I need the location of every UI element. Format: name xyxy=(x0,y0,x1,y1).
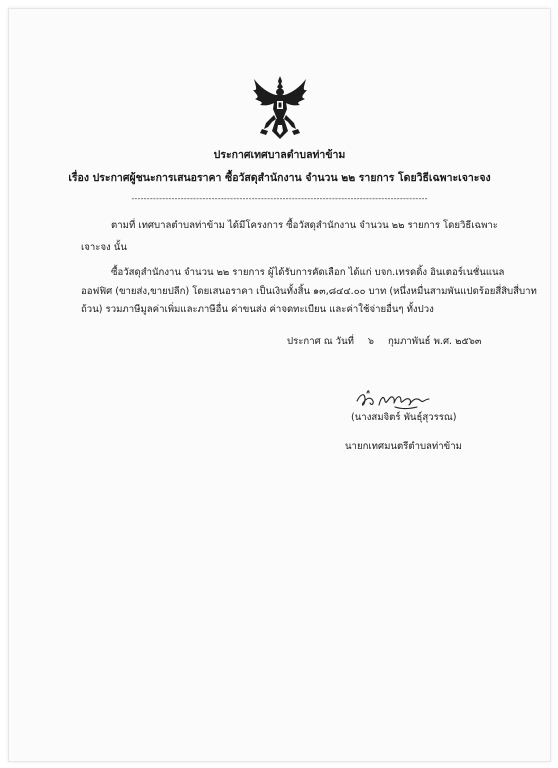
garuda-emblem-icon xyxy=(250,75,310,141)
announce-date xyxy=(287,335,481,348)
announce-month-year: กุมภาพันธ์ พ.ศ. ๒๕๖๓ xyxy=(387,336,482,347)
announce-prefix: ประกาศ ณ วันที่ xyxy=(287,336,354,347)
paragraph1-line2: เจาะจง นั้น xyxy=(81,242,127,253)
paragraph2-line3: ถ้วน) รวมภาษีมูลค่าเพิ่มและภาษีอื่น ค่าขนส่ง ค่าจดทะเบียน และค่าใช้จ่ายอื่นๆ ทั้งปวง xyxy=(81,304,434,315)
paragraph1-line1: ตามที่ เทศบาลตำบลท่าข้าม ได้มีโครงการ ซื้อวัสดุสำนักงาน จำนวน ๒๒ รายการ โดยวิธีเฉพาะ xyxy=(111,220,498,231)
signer-position: นายกเทศมนตรีตำบลท่าข้าม xyxy=(345,441,462,452)
separator-line: ------------------------------------------------------------------------------------------------ xyxy=(131,194,428,203)
document-org-title: ประกาศเทศบาลตำบลท่าข้าม xyxy=(213,149,346,161)
document-subject: เรื่อง ประกาศผู้ชนะการเสนอราคา ซื้อวัสดุสำนักงาน จำนวน ๒๒ รายการ โดยวิธีเฉพาะเจาะจง xyxy=(68,172,491,184)
document-page xyxy=(8,8,551,762)
signer-name: (นางสมจิตร์ พันธุ์สุวรรณ) xyxy=(351,412,457,423)
paragraph2-line1: ซื้อวัสดุสำนักงาน จำนวน ๒๒ รายการ ผู้ได้รับการคัดเลือก ได้แก่ บจก.เทรดดิ้ง อินเตอร์เนชั่นแนล xyxy=(111,267,505,278)
announce-day: ๖ xyxy=(367,336,374,347)
paragraph2-line2: ออฟฟิศ (ขายส่ง,ขายปลีก) โดยเสนอราคา เป็นเงินทั้งสิ้น ๑๓,๘๔๔.๐๐ บาท (หนึ่งหมื่นสามพันแปดร้อยสี่สิบสี่บาท xyxy=(81,286,537,297)
